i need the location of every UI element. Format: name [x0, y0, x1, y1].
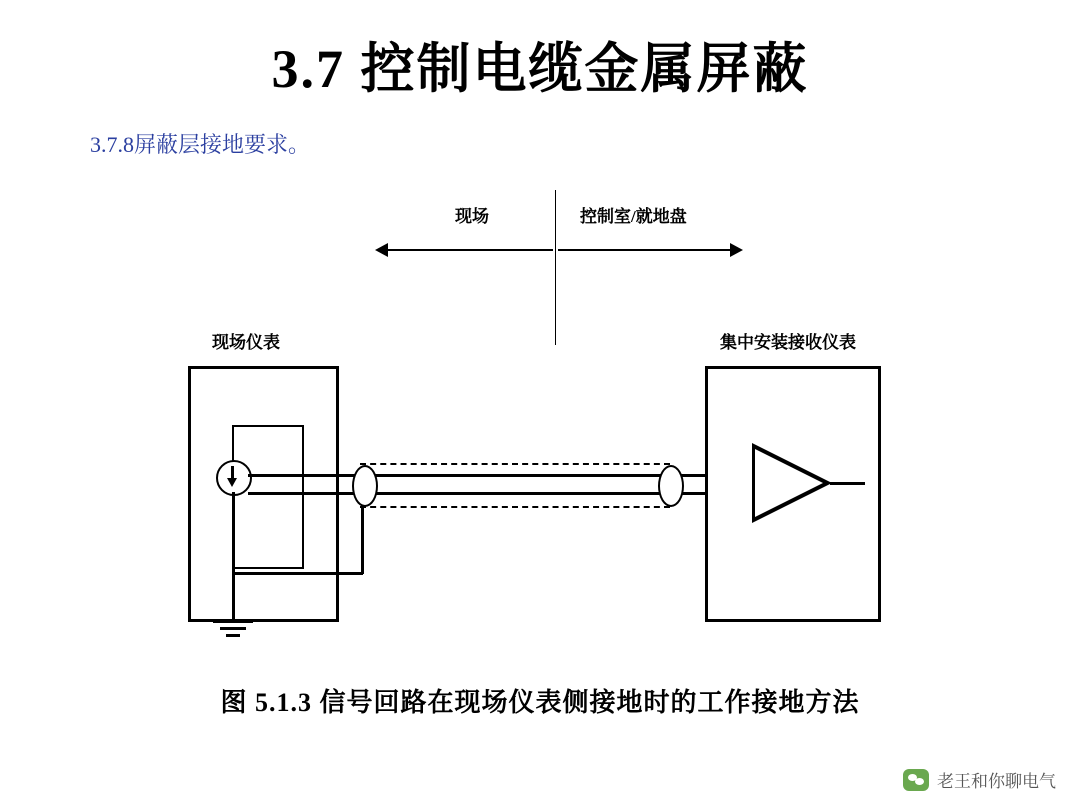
- page-title: 3.7 控制电缆金属屏蔽: [271, 39, 809, 99]
- figure-diagram: [130, 180, 960, 740]
- ground-drop-line: [232, 492, 235, 574]
- label-field-instrument: 现场仪表: [212, 333, 280, 352]
- current-source-icon: [216, 460, 252, 496]
- zone-arrows: [130, 240, 960, 260]
- cable-conductor-top: [360, 474, 705, 477]
- source-arrow-head: [227, 478, 237, 487]
- ground-bar-3: [226, 634, 240, 637]
- cable-shield-top: [360, 463, 670, 465]
- cable-conductor-bottom: [360, 492, 705, 495]
- ground-symbol-icon: [213, 620, 253, 623]
- wechat-logo-icon: [903, 769, 929, 791]
- amplifier-output-line: [830, 482, 865, 485]
- left-arrow-shaft: [387, 249, 553, 251]
- slide-subtitle: 3.7.8屏蔽层接地要求。: [90, 132, 311, 157]
- amplifier-triangle-fill: [755, 449, 823, 517]
- watermark-text: 老王和你聊电气: [937, 772, 1056, 791]
- ground-lead: [232, 572, 235, 620]
- cable-terminal-right-icon: [658, 465, 684, 507]
- cable-terminal-left-icon: [352, 465, 378, 507]
- right-arrow-icon: [730, 243, 743, 257]
- ground-bar-2: [220, 627, 246, 630]
- right-arrow-shaft: [558, 249, 733, 251]
- field-instrument-inner-box: [232, 425, 304, 569]
- label-control-room: 控制室/就地盘: [580, 207, 687, 226]
- zone-divider: [555, 190, 556, 345]
- signal-conductor-bottom: [248, 492, 363, 495]
- cable-shield-bottom: [360, 506, 670, 508]
- label-field: 现场: [455, 207, 489, 226]
- figure-caption: 图 5.1.3 信号回路在现场仪表侧接地时的工作接地方法: [220, 688, 860, 717]
- signal-conductor-top: [248, 474, 363, 477]
- watermark: [903, 767, 1056, 792]
- label-receiver-instrument: 集中安装接收仪表: [720, 333, 856, 352]
- shield-ground-bus: [232, 572, 363, 575]
